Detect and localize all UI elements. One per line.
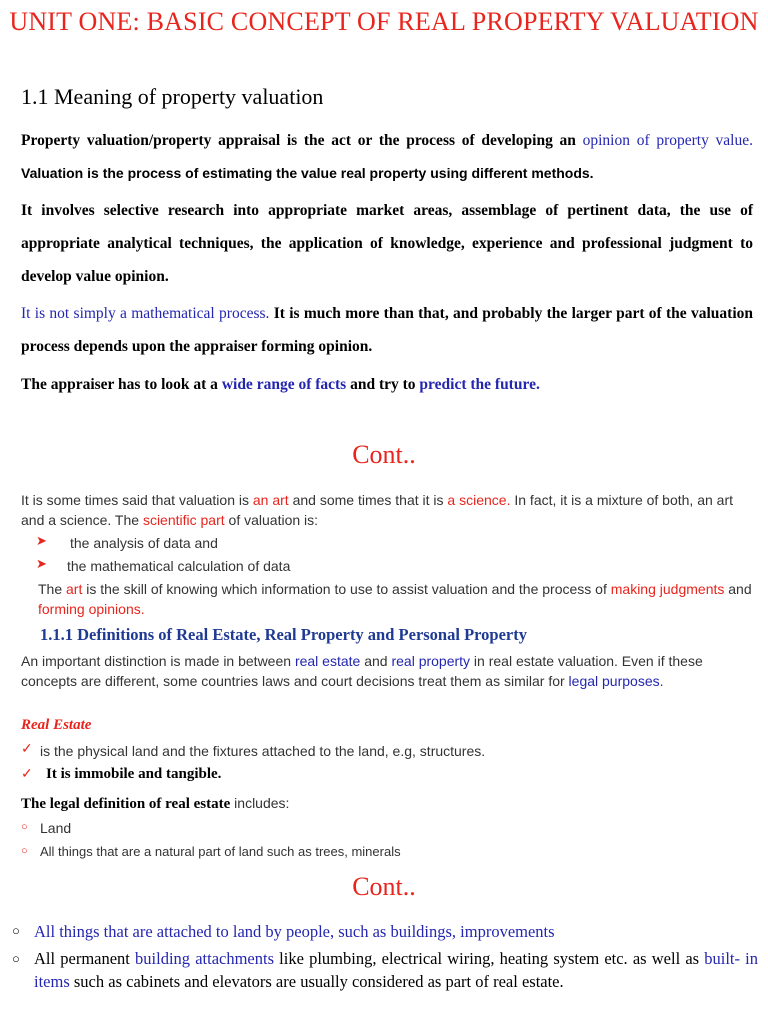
text: All permanent [34,949,136,968]
check-item: is the physical land and the fixtures attached to the land, e.g, structures. [40,743,486,759]
text: Valuation is the process of estimating the value real property using different methods. [21,165,594,181]
include-item: Land [40,820,72,836]
text: Property valuation/property appraisal is the act or the process of developing an [21,132,583,149]
highlight-building-attachments: building attachments [135,949,275,968]
circle-bullet-icon: ○ [21,845,28,857]
circle-bullet-icon: ○ [12,923,20,938]
text: An important distinction is made in between [21,653,295,669]
highlight-future: predict the future. [419,376,540,393]
highlight-opinion: opinion of property value. [582,132,753,149]
attachments-item [34,947,758,993]
text: and some times that it is [288,492,448,508]
list-item: the mathematical calculation of data [67,558,291,574]
highlight-real-estate: real estate [294,653,361,669]
slide-title: Cont.. [352,440,416,469]
circle-bullet-icon: ○ [21,821,28,833]
check-item: It is immobile and tangible. [46,766,222,782]
highlight-not-mathematical: It is not simply a mathematical process. [21,305,270,322]
highlight-science: a science. [447,492,511,508]
checkmark-icon: ✓ [21,767,33,782]
checkmark-icon: ✓ [21,742,33,757]
list-item: the analysis of data and [70,535,218,551]
highlight-art: art [66,581,83,597]
highlight-real-property: real property [391,653,471,669]
highlight-art: an art [252,492,289,508]
text: and [360,653,392,669]
real-estate-label: Real Estate [21,717,92,733]
text: is the skill of knowing which information to use to assist valuation and the process of [82,581,611,597]
text: The appraiser has to look at a [21,376,222,393]
circle-bullet-icon: ○ [12,951,20,966]
text: It is some times said that valuation is [21,492,253,508]
highlight-facts: wide range of facts [221,376,347,393]
subsection-heading: 1.1.1 Definitions of Real Estate, Real Property and Personal Property [40,625,527,644]
include-item: All things that are a natural part of land such as trees, minerals [40,844,401,859]
text: of valuation is: [224,512,319,528]
text: In fact, it is a mixture of both, an art and a science. The [21,492,734,528]
arrow-bullet-icon: ➤ [36,556,47,571]
text: The [38,581,67,597]
section-heading: 1.1 Meaning of property valuation [21,84,324,109]
text: and try to [346,376,420,393]
highlight-making-judgments: making judgments [610,581,725,597]
text: The legal definition of real estate [21,796,231,812]
text: such as cabinets and elevators are usually considered as part of real estate. [69,972,564,991]
highlight-built-in-items: built- in items [34,949,758,991]
highlight-forming-opinions: forming opinions. [38,601,145,617]
arrow-bullet-icon: ➤ [36,533,47,548]
paragraph-research: It involves selective research into appropriate market areas, assemblage of pertinent data, the use of appropriate analytical techniques, the application of knowledge, experience and professional judgment to develop value opinion. [21,202,753,285]
text: and [724,581,752,597]
text: like plumbing, electrical wiring, heating system etc. as well as [274,949,705,968]
text: includes: [230,795,290,811]
text: in real estate valuation. Even if these concepts are different, some countries laws and court decisions treat them as similar for [21,653,703,689]
unit-title: UNIT ONE: BASIC CONCEPT OF REAL PROPERTY VALUATION [9,7,759,36]
attached-item: All things that are attached to land by people, such as buildings, improvements [34,922,555,941]
highlight-scientific-part: scientific part [142,512,225,528]
slide-title: Cont.. [352,872,416,901]
text: It is much more than that, and probably the larger part of the valuation process depends upon the appraiser forming opinion. [21,305,753,355]
highlight-legal-purposes: legal purposes. [568,673,664,689]
